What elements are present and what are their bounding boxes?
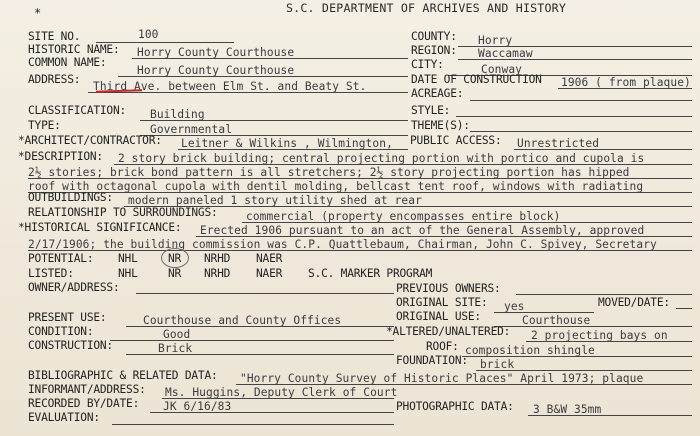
relationship-value: commercial (property encompasses entire block): [246, 210, 561, 223]
condition-line: [110, 340, 394, 341]
evaluation-line: [112, 424, 394, 425]
acreage-line: [470, 100, 692, 101]
construction-line: [126, 354, 394, 355]
city-label: CITY:: [411, 58, 444, 71]
historic-name-line: [132, 58, 408, 59]
photographic-label: PHOTOGRAPHIC DATA:: [396, 400, 514, 413]
altered-line: [526, 341, 692, 342]
address-label: ADDRESS:: [28, 73, 81, 86]
historic-name-label: HISTORIC NAME:: [28, 43, 120, 56]
classification-line: [140, 120, 408, 121]
condition-label: CONDITION:: [28, 325, 94, 338]
common-name-label: COMMON NAME:: [28, 56, 107, 69]
roof-line: [462, 356, 692, 357]
photographic-line: [528, 415, 692, 416]
foundation-label: FOUNDATION:: [396, 354, 468, 367]
public-access-label: PUBLIC ACCESS:: [410, 134, 502, 147]
date-construction-label: DATE OF CONSTRUCTION: [411, 73, 542, 86]
listed-nr[interactable]: NR: [168, 267, 182, 280]
description-line-2: 2½ stories; brick bond pattern is all stretchers; 2½ story projecting portion has hipped: [28, 166, 630, 179]
moved-date-label: MOVED/DATE:: [598, 296, 670, 309]
relationship-label: RELATIONSHIP TO SURROUNDINGS:: [28, 206, 218, 219]
site-no-label: SITE NO.: [28, 30, 81, 43]
informant-label: INFORMANT/ADDRESS:: [28, 383, 146, 396]
description-rule-2: [28, 178, 692, 179]
roof-value: composition shingle: [465, 344, 595, 357]
type-value: Governmental: [150, 123, 233, 136]
region-line: [458, 59, 692, 60]
architect-value: Leitner & Wilkins , Wilmington,: [181, 137, 393, 150]
type-line: [140, 135, 408, 136]
architect-line: [178, 149, 408, 150]
present-use-line: [126, 326, 394, 327]
classification-value: Building: [150, 108, 205, 121]
photographic-value: 3 B&W 35mm: [533, 403, 602, 416]
site-no-value: 100: [138, 28, 159, 41]
region-label: REGION:: [411, 44, 457, 57]
potential-nr[interactable]: NR: [168, 252, 182, 265]
description-label: *DESCRIPTION:: [18, 150, 103, 163]
significance-label: *HISTORICAL SIGNIFICANCE:: [18, 221, 182, 234]
potential-label: POTENTIAL:: [28, 252, 94, 265]
historic-name-value: Horry County Courthouse: [137, 46, 295, 59]
previous-owners-line: [516, 294, 692, 295]
acreage-label: ACREAGE:: [411, 87, 464, 100]
original-site-line: [494, 312, 594, 313]
owner-label: OWNER/ADDRESS:: [28, 281, 120, 294]
themes-label: THEME(S):: [411, 119, 470, 132]
date-construction-line: [558, 88, 692, 89]
description-line-3: roof with octagonal cupola with dentil molding, bellcast tent roof, windows with radiating: [28, 180, 644, 193]
date-construction-value: 1906 ( from plaque): [561, 76, 691, 89]
public-access-value: Unrestricted: [517, 137, 600, 150]
foundation-value: brick: [480, 358, 515, 371]
recorded-label: RECORDED BY/DATE:: [28, 397, 140, 410]
corner-asterisk: *: [34, 6, 42, 20]
roof-label: ROOF:: [426, 340, 459, 353]
region-value: Waccamaw: [478, 47, 533, 60]
original-site-label: ORIGINAL SITE:: [396, 296, 488, 309]
original-use-label: ORIGINAL USE:: [396, 310, 481, 323]
listed-label: LISTED:: [28, 267, 74, 280]
public-access-line: [514, 149, 692, 150]
previous-owners-label: PREVIOUS OWNERS:: [396, 282, 501, 295]
listed-nhl[interactable]: NHL: [118, 267, 138, 280]
style-line: [456, 116, 692, 117]
potential-naer[interactable]: NAER: [256, 252, 283, 265]
county-value: Horry: [478, 34, 513, 47]
bibliographic-label: BIBLIOGRAPHIC & RELATED DATA:: [28, 369, 218, 382]
informant-value: Ms. Huggins, Deputy Clerk of Court: [165, 386, 398, 399]
listed-naer[interactable]: NAER: [256, 267, 283, 280]
outbuildings-label: OUTBUILDINGS:: [28, 191, 113, 204]
recorded-value: JK 6/16/83: [163, 400, 232, 413]
potential-nrhd[interactable]: NRHD: [204, 252, 231, 265]
address-line: [88, 92, 408, 93]
page-title: S.C. DEPARTMENT OF ARCHIVES AND HISTORY: [286, 1, 567, 15]
description-rule-3: [28, 192, 692, 193]
significance-line-1: Erected 1906 pursuant to an act of the General Assembly, approved: [200, 224, 645, 237]
type-label: TYPE:: [28, 119, 61, 132]
evaluation-label: EVALUATION:: [28, 411, 100, 424]
original-site-value: yes: [504, 300, 525, 313]
relationship-line: [242, 222, 692, 223]
county-label: COUNTY:: [411, 30, 457, 43]
present-use-value: Courthouse and County Offices: [143, 314, 342, 327]
common-name-value: Horry County Courthouse: [137, 64, 295, 77]
potential-nhl[interactable]: NHL: [118, 252, 138, 265]
style-label: STYLE:: [411, 104, 451, 117]
description-line-1: 2 story brick building; central projecting portion with portico and cupola is: [118, 152, 645, 165]
construction-label: CONSTRUCTION:: [28, 339, 113, 352]
significance-line-2: 2/17/1906; the building commission was C.P. Quattlebaum, Chairman, John C. Spivey, Secretary: [28, 238, 657, 251]
common-name-line: [118, 76, 408, 77]
altered-value: 2 projecting bays on: [531, 329, 668, 342]
city-value: Conway: [481, 63, 523, 76]
recorded-line: [150, 412, 394, 413]
original-use-value: Courthouse: [522, 314, 591, 327]
significance-rule-2: [28, 250, 692, 251]
altered-label: *ALTERED/UNALTERED:: [386, 325, 511, 338]
condition-value: Good: [163, 328, 191, 341]
themes-line: [470, 131, 692, 132]
bibliographic-line: [236, 384, 692, 385]
architect-label: *ARCHITECT/CONTRACTOR:: [18, 134, 162, 147]
potential-nr-circle: [161, 248, 189, 268]
owner-line: [136, 293, 394, 294]
original-use-line: [494, 326, 692, 327]
listed-sc-marker[interactable]: S.C. MARKER PROGRAM: [308, 267, 433, 280]
informant-line: [162, 398, 394, 399]
outbuildings-value: modern paneled 1 story utility shed at rear: [128, 194, 422, 207]
construction-value: Brick: [158, 342, 193, 355]
listed-nrhd[interactable]: NRHD: [204, 267, 231, 280]
description-rule-1: [114, 164, 692, 165]
classification-label: CLASSIFICATION:: [28, 104, 127, 117]
address-value: Third Ave. between Elm St. and Beaty St.: [93, 80, 367, 93]
significance-rule-1: [196, 236, 692, 237]
foundation-line: [476, 370, 692, 371]
present-use-label: PRESENT USE:: [28, 311, 107, 324]
moved-date-line: [676, 308, 692, 309]
bibliographic-value: "Horry County Survey of Historic Places" April 1973; plaque: [240, 372, 644, 385]
